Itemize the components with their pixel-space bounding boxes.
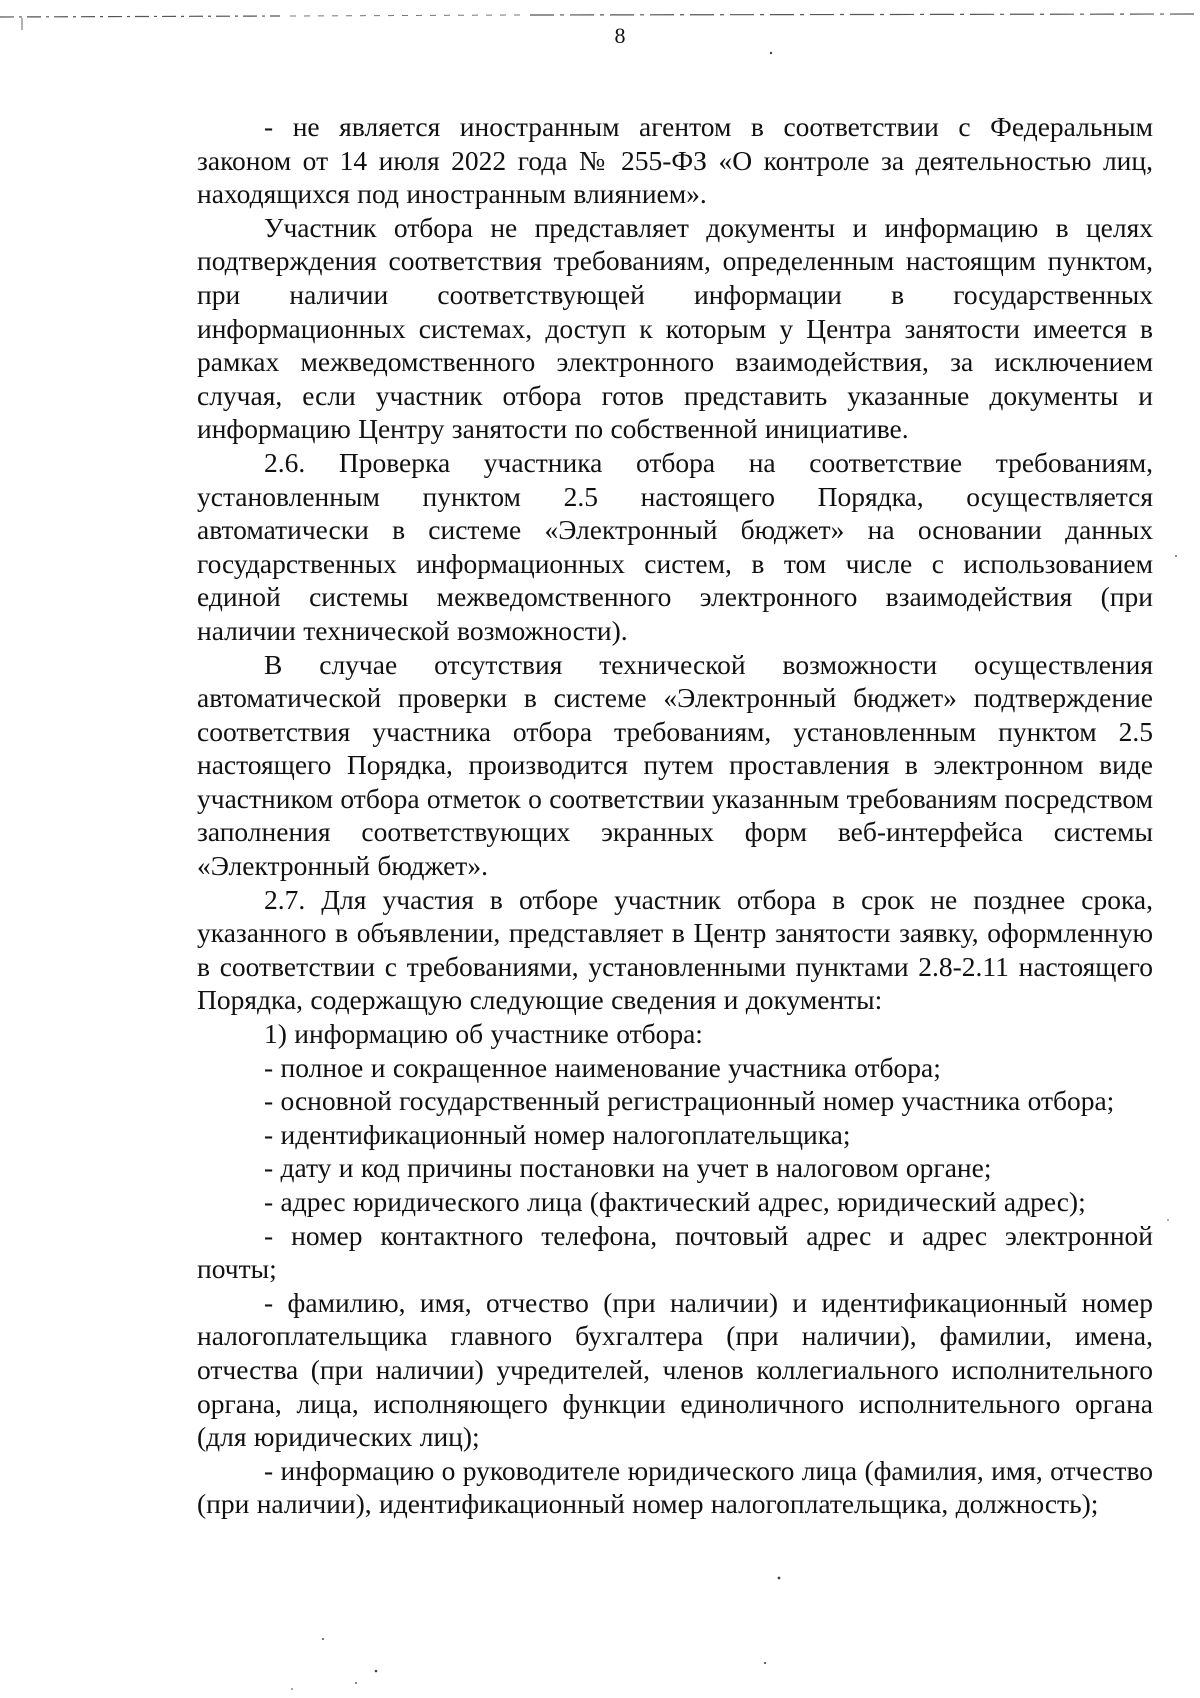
list-item: - номер контактного телефона, почтовый адрес и адрес электронной почты; (197, 1219, 1153, 1285)
list-item: - дату и код причины постановки на учет в налоговом органе; (264, 1152, 992, 1184)
paragraph: 2.7. Для участия в отборе участник отбора в срок не позднее срока, указанного в объявлении, представляет в Центр занятости заявку, оформленную в соответствии с требованиями, установленными пунктами 2.8-2.11 настоящего Порядка, содержащую следующие сведения и документы: (197, 883, 1153, 1016)
list-item: - адрес юридического лица (фактический адрес, юридический адрес); (264, 1186, 1086, 1217)
paragraph: Участник отбора не представляет документы и информацию в целях подтверждения соответствия требованиям, определенным настоящим пунктом, при наличии соответствующей информации в государственных информационных системах, доступ к которым у Центра занятости имеется в рамках межведомственного электронного взаимодействия, за исключением случая, если участник отбора готов представить указанные документы и информацию Центру занятости по собственной инициативе. (197, 211, 1153, 445)
paragraph: - не является иностранным агентом в соответствии с Федеральным законом от 14 июля 2022 года № 255-ФЗ «О контроле за деятельностью лиц, находящихся под иностранным влиянием». (197, 111, 1153, 210)
document-body (197, 110, 1153, 1521)
list-item: - идентификационный номер налогоплательщика; (264, 1118, 851, 1150)
list-item: - основной государственный регистрационный номер участника отбора; (264, 1085, 1115, 1117)
list-item: 1) информацию об участнике отбора: (264, 1018, 703, 1050)
page-number: 8 (614, 23, 626, 48)
list-item: - информацию о руководителе юридического лица (фамилия, имя, отчество (при наличии), идентификационный номер налогоплательщика, должность); (197, 1454, 1153, 1520)
paragraph: В случае отсутствия технической возможности осуществления автоматической проверки в системе «Электронный бюджет» подтверждение соответствия участника отбора требованиям, установленным пунктом 2.5 настоящего Порядка, производится путем проставления в электронном виде участником отбора отметок о соответствии указанным требованиям посредством заполнения соответствующих экранных форм веб-интерфейса системы «Электронный бюджет». (197, 648, 1153, 882)
list-item: - полное и сокращенное наименование участника отбора; (264, 1051, 941, 1083)
list-item: - фамилию, имя, отчество (при наличии) и идентификационный номер налогоплательщика главного бухгалтера (при наличии), фамилии, имена, отчества (при наличии) учредителей, членов коллегиального исполнительного органа, лица, исполняющего функции единоличного исполнительного органа (для юридических лиц); (197, 1286, 1153, 1453)
paragraph: 2.6. Проверка участника отбора на соответствие требованиям, установленным пунктом 2.5 настоящего Порядка, осуществляется автоматически в системе «Электронный бюджет» на основании данных государственных информационных систем, в том числе с использованием единой системы межведомственного электронного взаимодействия (при наличии технической возможности). (197, 446, 1153, 646)
